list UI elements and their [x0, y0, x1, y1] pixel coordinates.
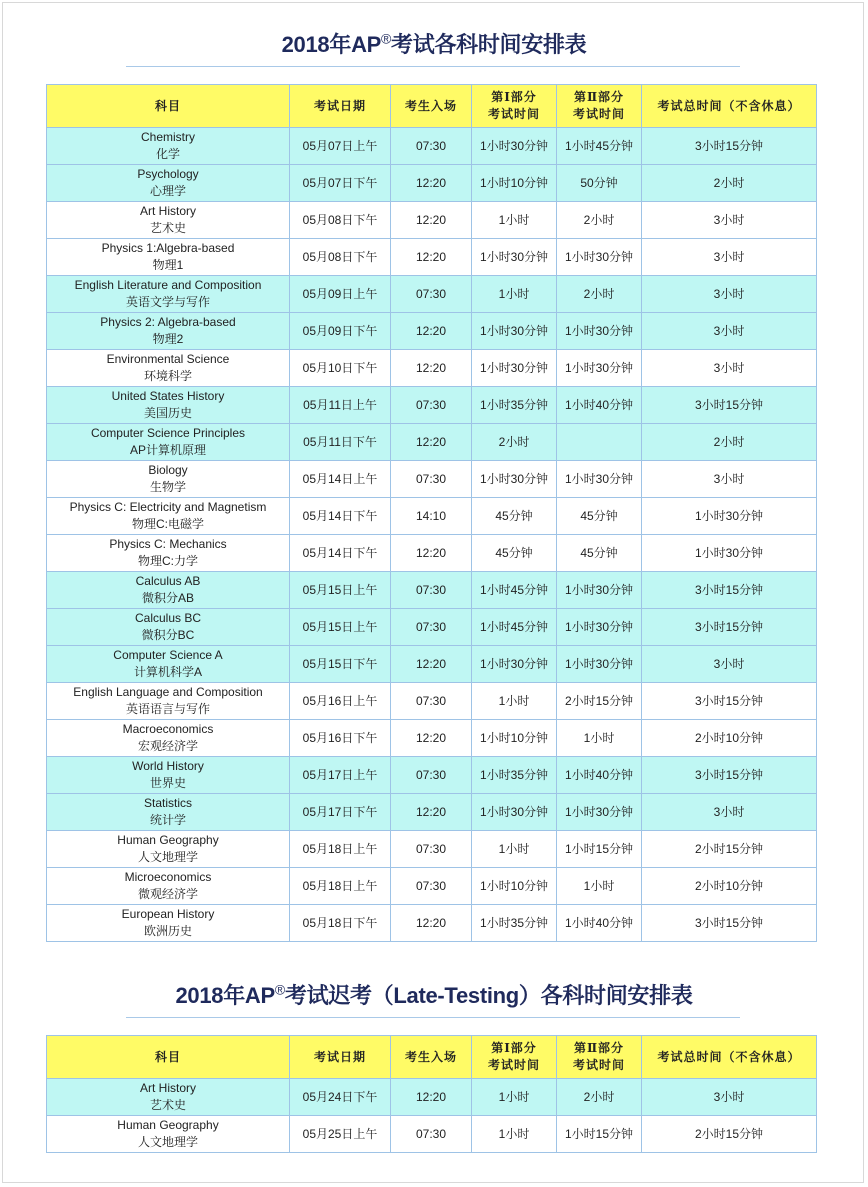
total-cell: 3小时15分钟 [642, 572, 817, 609]
p1-cell: 1小时30分钟 [472, 128, 557, 165]
total-cell: 3小时15分钟 [642, 683, 817, 720]
entry-cell: 12:20 [391, 350, 472, 387]
subject-english: Microeconomics [124, 870, 212, 884]
p2-cell: 2小时 [557, 1079, 642, 1116]
subject-chinese: 艺术史 [149, 221, 186, 235]
date-cell: 05月09日上午 [290, 276, 391, 313]
subject-english: Calculus AB [135, 574, 201, 588]
subject-english: Computer Science Principles [90, 426, 246, 440]
date-cell: 05月25日上午 [290, 1116, 391, 1153]
subject-chinese: 人文地理学 [137, 1135, 198, 1149]
date-cell: 05月18日上午 [290, 831, 391, 868]
table-row [47, 868, 817, 905]
title-divider [126, 1017, 740, 1018]
p1-cell: 1小时 [472, 276, 557, 313]
table-row [47, 202, 817, 239]
subject-english: Physics C: Electricity and Magnetism [69, 500, 267, 514]
p2-cell: 1小时30分钟 [557, 646, 642, 683]
subject-chinese: 微积分BC [141, 628, 195, 642]
subject-chinese: 生物学 [149, 480, 186, 494]
date-cell: 05月10日下午 [290, 350, 391, 387]
total-cell: 1小时30分钟 [642, 498, 817, 535]
subject-english: Macroeconomics [122, 722, 214, 736]
date-cell: 05月14日下午 [290, 498, 391, 535]
subject-chinese: 物理2 [152, 332, 184, 346]
subject-cell [47, 239, 290, 276]
p1-cell: 1小时 [472, 831, 557, 868]
total-cell: 3小时15分钟 [642, 387, 817, 424]
p1-cell: 1小时35分钟 [472, 905, 557, 942]
p2-cell: 1小时15分钟 [557, 1116, 642, 1153]
subject-english: Art History [139, 1081, 196, 1095]
subject-cell [47, 202, 290, 239]
date-cell: 05月24日下午 [290, 1079, 391, 1116]
subject-chinese: 艺术史 [149, 1098, 186, 1112]
total-cell: 3小时 [642, 794, 817, 831]
header-label: 考试时间 [572, 107, 625, 121]
table-row [47, 239, 817, 276]
entry-cell: 07:30 [391, 461, 472, 498]
table-row [47, 1116, 817, 1153]
entry-cell: 12:20 [391, 720, 472, 757]
column-header-part2a [557, 85, 642, 128]
date-cell: 05月15日上午 [290, 572, 391, 609]
p1-cell: 1小时 [472, 1079, 557, 1116]
date-cell: 05月15日下午 [290, 646, 391, 683]
subject-english: Chemistry [140, 130, 195, 144]
table-row [47, 424, 817, 461]
column-header-date [290, 85, 391, 128]
subject-english: Physics 1:Algebra-based [101, 241, 235, 255]
p2-cell: 1小时40分钟 [557, 905, 642, 942]
title-divider [126, 66, 740, 67]
p1-cell: 1小时10分钟 [472, 720, 557, 757]
table-row [47, 831, 817, 868]
header-row [47, 1036, 817, 1079]
column-header-subject [47, 85, 290, 128]
subject-english: United States History [111, 389, 225, 403]
entry-cell: 12:20 [391, 313, 472, 350]
subject-english: Environmental Science [106, 352, 230, 366]
p1-cell: 1小时30分钟 [472, 794, 557, 831]
entry-cell: 07:30 [391, 831, 472, 868]
subject-chinese: 人文地理学 [137, 850, 198, 864]
entry-cell: 12:20 [391, 1079, 472, 1116]
entry-cell: 12:20 [391, 646, 472, 683]
p1-cell: 1小时35分钟 [472, 757, 557, 794]
header-row [47, 85, 817, 128]
subject-cell [47, 1079, 290, 1116]
p1-cell: 1小时10分钟 [472, 165, 557, 202]
subject-chinese: 统计学 [149, 813, 186, 827]
table-row [47, 609, 817, 646]
p1-cell: 1小时 [472, 683, 557, 720]
column-header-entry [391, 85, 472, 128]
date-cell: 05月17日下午 [290, 794, 391, 831]
subject-cell [47, 276, 290, 313]
subject-cell [47, 609, 290, 646]
header-label: 第Ⅱ部分 [573, 90, 625, 104]
date-cell: 05月09日下午 [290, 313, 391, 350]
subject-english: Biology [148, 463, 188, 477]
subject-cell [47, 720, 290, 757]
subject-chinese: 英语文学与写作 [125, 295, 210, 309]
entry-cell: 07:30 [391, 387, 472, 424]
subject-chinese: 物理C:电磁学 [131, 517, 204, 531]
entry-cell: 12:20 [391, 239, 472, 276]
total-cell: 3小时 [642, 276, 817, 313]
p2-cell: 50分钟 [557, 165, 642, 202]
total-cell: 3小时 [642, 239, 817, 276]
p2-cell: 1小时30分钟 [557, 461, 642, 498]
p2-cell: 1小时45分钟 [557, 128, 642, 165]
main-schedule-title: 2018年AP®考试各科时间安排表 [281, 30, 587, 57]
table-row [47, 720, 817, 757]
date-cell: 05月16日下午 [290, 720, 391, 757]
table-row [47, 572, 817, 609]
p1-cell: 1小时 [472, 202, 557, 239]
subject-cell [47, 535, 290, 572]
subject-english: Physics 2: Algebra-based [100, 315, 236, 329]
p2-cell: 45分钟 [557, 535, 642, 572]
date-cell: 05月17日上午 [290, 757, 391, 794]
entry-cell: 07:30 [391, 757, 472, 794]
date-cell: 05月15日上午 [290, 609, 391, 646]
subject-english: Human Geography [117, 1118, 219, 1132]
p2-cell: 2小时 [557, 202, 642, 239]
late-testing-table [46, 1035, 817, 1153]
date-cell: 05月07日上午 [290, 128, 391, 165]
date-cell: 05月16日上午 [290, 683, 391, 720]
entry-cell: 12:20 [391, 165, 472, 202]
column-header-subject [47, 1036, 290, 1079]
subject-cell [47, 128, 290, 165]
subject-chinese: 宏观经济学 [137, 739, 198, 753]
date-cell: 05月08日下午 [290, 239, 391, 276]
column-header-part2a [557, 1036, 642, 1079]
entry-cell: 07:30 [391, 868, 472, 905]
subject-chinese: 微观经济学 [137, 887, 198, 901]
p1-cell: 2小时 [472, 424, 557, 461]
p1-cell: 1小时30分钟 [472, 646, 557, 683]
total-cell: 3小时15分钟 [642, 128, 817, 165]
p1-cell: 45分钟 [472, 498, 557, 535]
entry-cell: 07:30 [391, 683, 472, 720]
p2-cell: 1小时30分钟 [557, 350, 642, 387]
late-testing-title: 2018年AP®考试迟考（Late-Testing）各科时间安排表 [175, 981, 693, 1008]
subject-cell [47, 794, 290, 831]
subject-chinese: 心理学 [149, 184, 186, 198]
header-label: 第Ⅰ部分 [491, 1041, 537, 1055]
subject-chinese: 化学 [155, 147, 180, 161]
subject-english: European History [121, 907, 215, 921]
p2-cell: 2小时15分钟 [557, 683, 642, 720]
table-row [47, 498, 817, 535]
header-label: 考生入场 [404, 98, 457, 113]
column-header-total [642, 1036, 817, 1079]
p1-cell: 45分钟 [472, 535, 557, 572]
table-row [47, 128, 817, 165]
table-row [47, 1079, 817, 1116]
subject-cell [47, 757, 290, 794]
p2-cell: 1小时15分钟 [557, 831, 642, 868]
subject-cell [47, 387, 290, 424]
p2-cell: 45分钟 [557, 498, 642, 535]
subject-chinese: 美国历史 [143, 406, 192, 420]
entry-cell: 07:30 [391, 572, 472, 609]
total-cell: 2小时15分钟 [642, 1116, 817, 1153]
subject-english: World History [132, 759, 204, 773]
main-schedule-table [46, 84, 817, 942]
header-label: 科目 [154, 1049, 181, 1064]
date-cell: 05月18日下午 [290, 905, 391, 942]
table-row [47, 350, 817, 387]
p2-cell: 1小时30分钟 [557, 794, 642, 831]
total-cell: 2小时 [642, 165, 817, 202]
total-cell: 2小时10分钟 [642, 868, 817, 905]
subject-chinese: 物理C:力学 [137, 554, 198, 568]
header-label: 第Ⅰ部分 [491, 90, 537, 104]
p1-cell: 1小时45分钟 [472, 609, 557, 646]
subject-english: English Literature and Composition [74, 278, 262, 292]
subject-english: Statistics [143, 796, 192, 810]
date-cell: 05月07日下午 [290, 165, 391, 202]
p2-cell: 2小时 [557, 276, 642, 313]
header-label: 第Ⅱ部分 [573, 1041, 625, 1055]
total-cell: 3小时15分钟 [642, 757, 817, 794]
table-row [47, 535, 817, 572]
subject-english: Psychology [137, 167, 199, 181]
date-cell: 05月14日下午 [290, 535, 391, 572]
entry-cell: 12:20 [391, 202, 472, 239]
column-header-part1a [472, 1036, 557, 1079]
entry-cell: 07:30 [391, 276, 472, 313]
subject-english: Physics C: Mechanics [109, 537, 227, 551]
total-cell: 2小时15分钟 [642, 831, 817, 868]
column-header-date [290, 1036, 391, 1079]
table-row [47, 757, 817, 794]
date-cell: 05月08日下午 [290, 202, 391, 239]
p1-cell: 1小时30分钟 [472, 350, 557, 387]
table-row [47, 313, 817, 350]
subject-cell [47, 424, 290, 461]
p2-cell [557, 424, 642, 461]
subject-chinese: AP计算机原理 [129, 443, 206, 457]
column-header-part1a [472, 85, 557, 128]
entry-cell: 07:30 [391, 1116, 472, 1153]
header-label: 考试总时间（不含休息） [657, 1049, 801, 1064]
entry-cell: 12:20 [391, 535, 472, 572]
entry-cell: 14:10 [391, 498, 472, 535]
total-cell: 3小时15分钟 [642, 609, 817, 646]
subject-cell [47, 313, 290, 350]
subject-cell [47, 572, 290, 609]
total-cell: 1小时30分钟 [642, 535, 817, 572]
header-label: 考试日期 [313, 1049, 366, 1064]
date-cell: 05月18日上午 [290, 868, 391, 905]
table-row [47, 646, 817, 683]
subject-chinese: 计算机科学A [133, 665, 202, 679]
subject-chinese: 欧洲历史 [143, 924, 192, 938]
header-label: 考试时间 [487, 1058, 540, 1072]
header-label: 考试日期 [313, 98, 366, 113]
total-cell: 3小时 [642, 646, 817, 683]
total-cell: 2小时 [642, 424, 817, 461]
date-cell: 05月14日上午 [290, 461, 391, 498]
subject-chinese: 微积分AB [141, 591, 194, 605]
header-label: 科目 [154, 98, 181, 113]
subject-cell [47, 646, 290, 683]
p1-cell: 1小时30分钟 [472, 313, 557, 350]
entry-cell: 07:30 [391, 128, 472, 165]
subject-chinese: 物理1 [152, 258, 184, 272]
subject-cell [47, 165, 290, 202]
p1-cell: 1小时30分钟 [472, 461, 557, 498]
p1-cell: 1小时 [472, 1116, 557, 1153]
column-header-total [642, 85, 817, 128]
p2-cell: 1小时40分钟 [557, 757, 642, 794]
total-cell: 3小时 [642, 202, 817, 239]
table-row [47, 794, 817, 831]
entry-cell: 12:20 [391, 905, 472, 942]
entry-cell: 07:30 [391, 609, 472, 646]
p2-cell: 1小时 [557, 868, 642, 905]
subject-cell [47, 683, 290, 720]
date-cell: 05月11日上午 [290, 387, 391, 424]
column-header-entry [391, 1036, 472, 1079]
subject-english: Art History [139, 204, 196, 218]
p2-cell: 1小时30分钟 [557, 572, 642, 609]
subject-chinese: 英语语言与写作 [125, 702, 210, 716]
date-cell: 05月11日下午 [290, 424, 391, 461]
p1-cell: 1小时35分钟 [472, 387, 557, 424]
subject-cell [47, 498, 290, 535]
p2-cell: 1小时30分钟 [557, 609, 642, 646]
total-cell: 3小时 [642, 461, 817, 498]
subject-chinese: 世界史 [149, 776, 186, 790]
table-row [47, 461, 817, 498]
total-cell: 3小时 [642, 350, 817, 387]
subject-english: English Language and Composition [73, 685, 263, 699]
header-label: 考试时间 [487, 107, 540, 121]
p2-cell: 1小时 [557, 720, 642, 757]
total-cell: 3小时 [642, 1079, 817, 1116]
subject-chinese: 环境科学 [143, 369, 192, 383]
subject-cell [47, 350, 290, 387]
total-cell: 3小时 [642, 313, 817, 350]
total-cell: 3小时15分钟 [642, 905, 817, 942]
subject-cell [47, 905, 290, 942]
table-row [47, 276, 817, 313]
p2-cell: 1小时40分钟 [557, 387, 642, 424]
p1-cell: 1小时45分钟 [472, 572, 557, 609]
entry-cell: 12:20 [391, 794, 472, 831]
header-label: 考试总时间（不含休息） [657, 98, 801, 113]
subject-cell [47, 831, 290, 868]
entry-cell: 12:20 [391, 424, 472, 461]
subject-english: Human Geography [117, 833, 219, 847]
table-row [47, 387, 817, 424]
subject-english: Calculus BC [134, 611, 202, 625]
p1-cell: 1小时30分钟 [472, 239, 557, 276]
header-label: 考生入场 [404, 1049, 457, 1064]
p2-cell: 1小时30分钟 [557, 313, 642, 350]
table-row [47, 165, 817, 202]
subject-cell [47, 1116, 290, 1153]
total-cell: 2小时10分钟 [642, 720, 817, 757]
subject-english: Computer Science A [113, 648, 223, 662]
p1-cell: 1小时10分钟 [472, 868, 557, 905]
p2-cell: 1小时30分钟 [557, 239, 642, 276]
header-label: 考试时间 [572, 1058, 625, 1072]
subject-cell [47, 461, 290, 498]
subject-cell [47, 868, 290, 905]
table-row [47, 683, 817, 720]
table-row [47, 905, 817, 942]
